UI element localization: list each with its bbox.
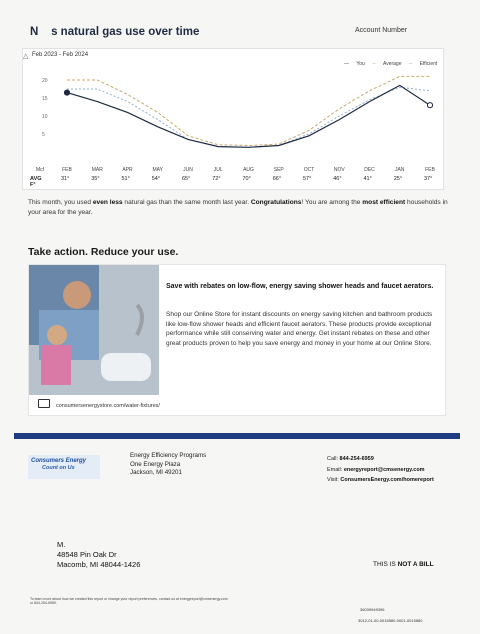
avg-temp-value: 25°	[393, 176, 403, 182]
promo-body: Shop our Online Store for instant discounts on energy saving kitchen and bathroom products like low-flow shower heads and efficient faucet aerators. These products provide exceptional performance while still conserving water and energy. Get instant rebates on these and other great products proven to help you save energy and money in your home at our Online Store.	[166, 311, 433, 347]
divider-bar	[14, 433, 460, 439]
usage-line-chart	[22, 74, 442, 184]
unit-label: Mcf	[36, 167, 45, 173]
legend-you: — You	[344, 61, 365, 67]
x-tick-label: FEB	[62, 167, 72, 173]
computer-icon	[38, 399, 50, 408]
x-tick-label: JUN	[183, 167, 193, 173]
avg-temp-value: 46°	[333, 176, 342, 182]
y-tick-label: 10	[42, 114, 48, 120]
x-tick-label: MAR	[91, 167, 103, 173]
avg-temp-value: 37°	[424, 176, 433, 182]
x-tick-label: NOV	[333, 167, 345, 173]
x-tick-label: JUL	[213, 167, 223, 173]
take-action-heading: Take action. Reduce your use.	[28, 246, 179, 258]
avg-temp-value: 65°	[182, 176, 191, 182]
x-tick-label: APR	[122, 167, 133, 173]
date-range: Feb 2023 - Feb 2024	[32, 52, 89, 58]
x-tick-label: SEP	[273, 167, 284, 173]
promo-photo	[29, 265, 159, 395]
series-average-line	[67, 76, 430, 145]
routing-code: 3012-01-00-0015580-0001-0015880	[358, 618, 423, 623]
legend-efficient: -- Efficient	[408, 61, 438, 67]
footer-note: To learn more about how we created this report or change your report preferences, contact us at energyreport@cmsenergy.com or 844-254-6959.	[30, 597, 228, 605]
series-you-line	[67, 85, 430, 147]
mailing-address: M. 48548 Pin Oak Dr Macomb, MI 48044-1426	[57, 540, 141, 569]
return-address: Energy Efficiency Programs One Energy Plaza Jackson, MI 49201	[130, 452, 207, 476]
consumers-energy-logo: Consumers Energy Count on Us	[28, 455, 100, 479]
y-tick-label: 5	[42, 132, 45, 138]
legend-average: -- Average	[372, 61, 402, 67]
avg-temp-value: 70°	[242, 176, 251, 182]
avg-temp-value: 51°	[121, 176, 130, 182]
flame-icon: △	[23, 53, 29, 60]
x-tick-label: AUG	[243, 167, 254, 173]
avg-temp-value: 72°	[212, 176, 221, 182]
series-efficient-line	[67, 87, 430, 147]
y-tick-label: 15	[42, 96, 48, 102]
account-number-label: Account Number	[355, 27, 408, 34]
not-a-bill-notice: THIS IS NOT A BILL	[373, 561, 434, 568]
x-tick-label: DEC	[364, 167, 375, 173]
avg-temp-value: 57°	[303, 176, 312, 182]
avg-temp-value: 41°	[363, 176, 372, 182]
chart-legend	[338, 61, 437, 67]
you-point	[427, 103, 432, 108]
x-tick-label: JAN	[395, 167, 405, 173]
document-code: 36039949396	[360, 607, 385, 612]
usage-summary: This month, you used even less natural gas than the same month last year. Congratulations! You are among the most efficient households in your area for the year.	[28, 199, 448, 216]
x-tick-label: FEB	[425, 167, 435, 173]
contact-info: Call: 844-254-6959 Email: energyreport@cmsenergy.com Visit: ConsumersEnergy.com/homereport	[327, 456, 434, 483]
avg-temp-value: 54°	[151, 176, 161, 182]
y-tick-label: 20	[42, 78, 48, 84]
x-tick-label: OCT	[303, 167, 315, 173]
x-tick-label: MAY	[152, 167, 163, 173]
you-point	[64, 90, 69, 95]
promo-headline: Save with rebates on low-flow, energy saving shower heads and faucet aerators.	[166, 283, 434, 290]
report-title: N s natural gas use over time	[30, 26, 200, 38]
avg-temp-value: 66°	[272, 176, 282, 182]
avg-temp-value: 35°	[91, 176, 100, 182]
avg-temp-label: AVG F°	[30, 176, 42, 188]
store-link[interactable]: consumersenergystore.com/water-fixtures/	[56, 403, 160, 409]
avg-temp-value: 31°	[61, 176, 70, 182]
